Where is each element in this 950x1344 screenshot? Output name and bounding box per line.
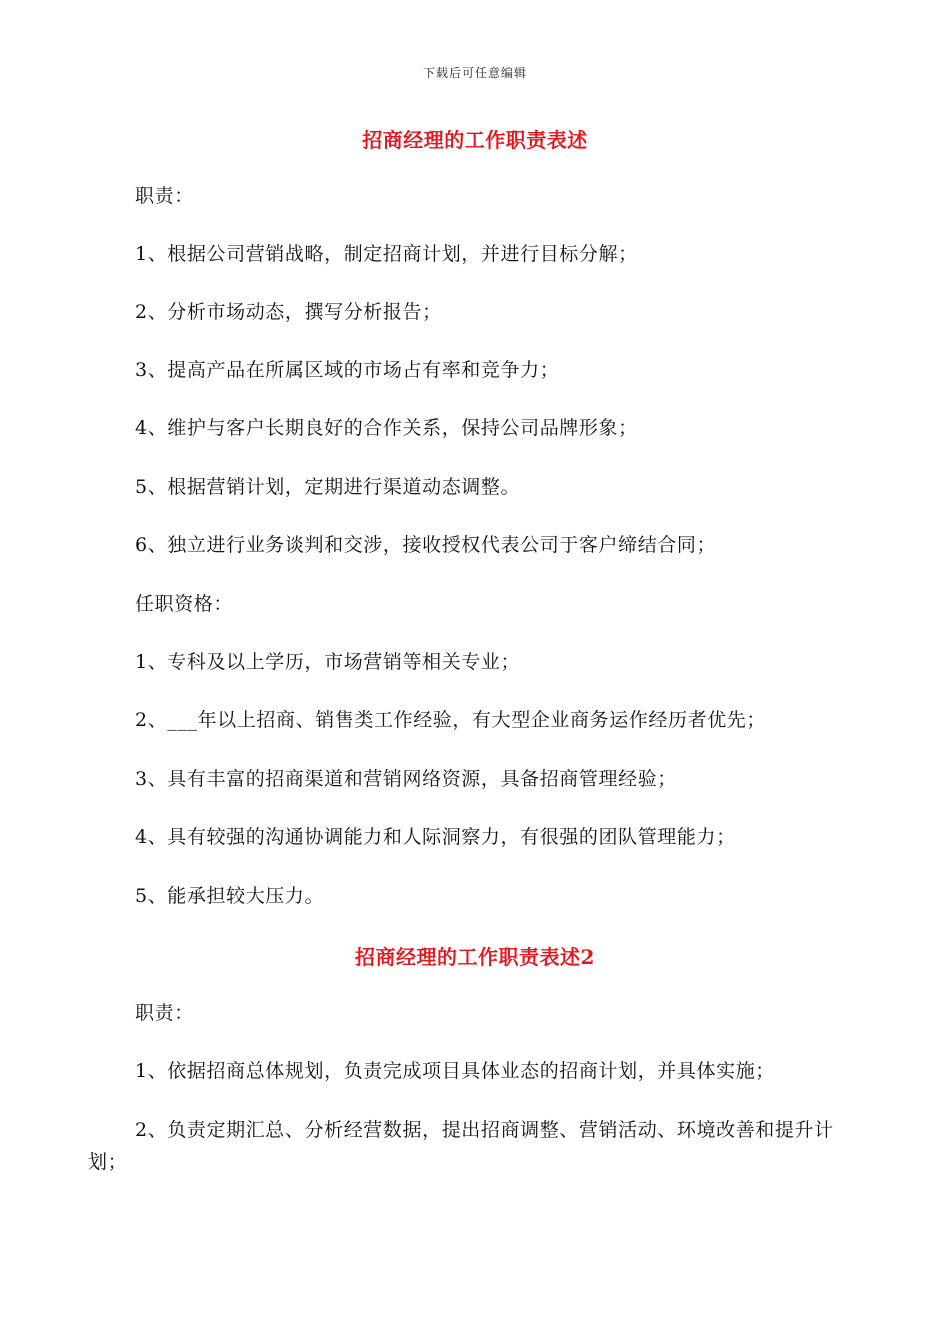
qualifications-heading: 任职资格：: [135, 593, 234, 615]
qualification-item: 4、具有较强的沟通协调能力和人际洞察力，有很强的团队管理能力；: [135, 826, 736, 848]
duty-item: 3、提高产品在所属区域的市场占有率和竞争力；: [135, 359, 560, 381]
duty-item: 5、根据营销计划，定期进行渠道动态调整。: [135, 476, 521, 498]
qualification-item: 5、能承担较大压力。: [135, 885, 325, 907]
duty-item: 4、维护与客户长期良好的合作关系，保持公司品牌形象；: [135, 417, 638, 439]
qualification-item: 2、___年以上招商、销售类工作经验，有大型企业商务运作经历者优先；: [135, 709, 766, 731]
duties-heading-2: 职责：: [135, 1002, 194, 1024]
section-title: 招商经理的工作职责表述: [362, 128, 588, 152]
section-title-2: 招商经理的工作职责表述2: [355, 945, 595, 969]
duties-heading: 职责：: [135, 185, 194, 207]
duty-item: 6、独立进行业务谈判和交涉，接收授权代表公司于客户缔结合同；: [135, 534, 717, 556]
page-header-note: 下载后可任意编辑: [422, 66, 527, 80]
qualification-item: 1、专科及以上学历，市场营销等相关专业；: [135, 651, 521, 673]
duty-item: 1、根据公司营销战略，制定招商计划，并进行目标分解；: [135, 243, 638, 265]
duty-item: 2、负责定期汇总、分析经营数据，提出招商调整、营销活动、环境改善和提升计划；: [88, 1119, 834, 1173]
qualification-item: 3、具有丰富的招商渠道和营销网络资源，具备招商管理经验；: [135, 768, 677, 790]
duty-item: 1、依据招商总体规划，负责完成项目具体业态的招商计划，并具体实施；: [135, 1060, 775, 1082]
duty-item: 2、分析市场动态，撰写分析报告；: [135, 301, 442, 323]
